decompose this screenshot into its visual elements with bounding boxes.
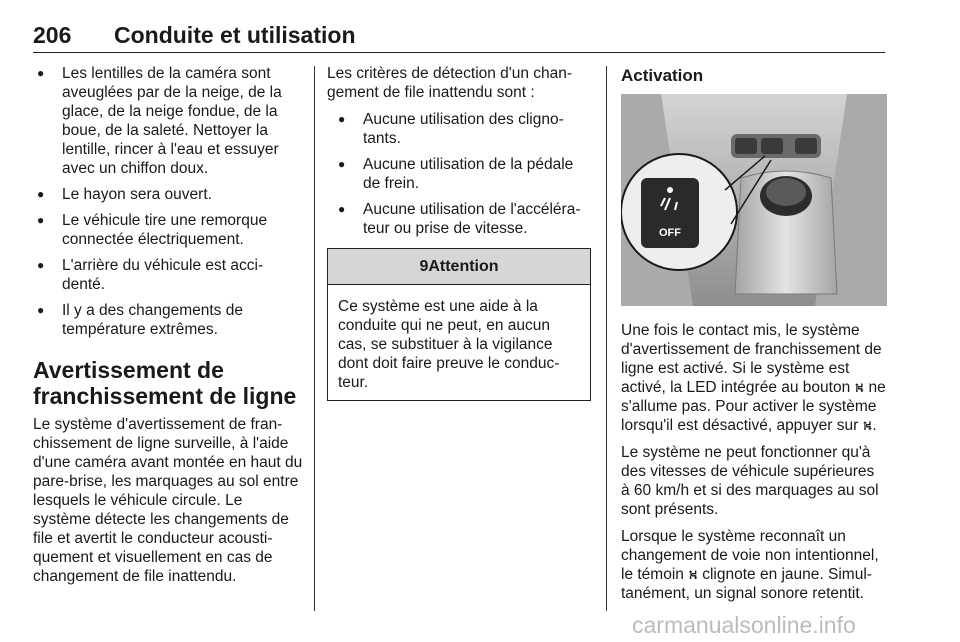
attention-body (328, 285, 590, 400)
condition-list (33, 64, 303, 339)
column-divider-1 (314, 66, 315, 611)
activation-paragraph-1: Une fois le contact mis, le système d'avertissement de franchissement de ligne est activé. Si le système est activé, la LED intégrée au bouton ⛕ ne s'allume pas. Pour activer le système lorsqu'il est désactivé, appuyer sur ⛕. (621, 322, 886, 434)
attention-header (328, 249, 590, 285)
activation-paragraph-2: Le système ne peut fonctionner qu'à des vitesses de véhicule supérieures à 60 km/h et si des marquages au sol sont présents. (621, 444, 879, 518)
criteria-intro: Les critères de détection d'un chan-gement de file inattendu sont : (327, 65, 573, 101)
lane-departure-icon: ⛕ (862, 418, 873, 433)
list-item: ● Il y a des changements de température extrêmes. (33, 301, 303, 339)
section-heading: Avertissement de franchissement de ligne (33, 357, 297, 409)
off-button-label: OFF (659, 227, 681, 239)
activation-paragraph-3: Lorsque le système reconnaît un changement de voie non intentionnel, le témoin ⛕ clignote en jaune. Simul-tanément, un signal sonore retentit. (621, 528, 879, 602)
activation-heading: Activation (621, 66, 704, 85)
attention-title: Attention (428, 258, 499, 275)
center-console-illustration (621, 94, 887, 306)
lane-departure-icon: ⛕ (854, 380, 865, 395)
list-item: ● L'arrière du véhicule est acci-denté. (33, 256, 303, 294)
page-title: Conduite et utilisation (114, 22, 356, 48)
attention-box (327, 248, 591, 401)
warning-icon: 9 (419, 258, 429, 275)
list-item: ● Les lentilles de la caméra sont aveuglées par de la neige, de la glace, de la neige fondue, de la boue, de la saleté. Nettoyer la lentille, rincer à l'eau et essuyer avec un chiffon doux. (33, 64, 303, 178)
attention-text: Ce système est une aide à la conduite qui ne peut, en aucun cas, se substituer à la vigilance dont doit faire preuve le conduc-teur. (338, 298, 560, 391)
column-right (621, 64, 887, 611)
column-middle (327, 64, 591, 401)
column-left (33, 64, 303, 594)
list-item: ● Aucune utilisation des cligno-tants. (334, 110, 591, 148)
column-divider-2 (606, 66, 607, 611)
section-paragraph: Le système d'avertissement de fran-chissement de ligne surveille, à l'aide d'une caméra avant montée en haut du pare-brise, les marquages au sol entre lesquels le véhicule circule. Le système détecte les changements de file et avertit le conducteur acousti-quement et visuellement en cas de changement de file inattendu. (33, 416, 303, 585)
center-console-photo (621, 94, 887, 306)
list-item: ● Le véhicule tire une remorque connectée électriquement. (33, 211, 303, 249)
list-item: ● Le hayon sera ouvert. (33, 185, 303, 204)
list-item: ● Aucune utilisation de l'accéléra-teur ou prise de vitesse. (334, 200, 591, 238)
page-header (33, 18, 885, 53)
watermark: carmanualsonline.info (632, 612, 856, 638)
list-item: ● Aucune utilisation de la pédale de frein. (334, 155, 591, 193)
criteria-list (327, 110, 591, 238)
page-number: 206 (33, 22, 72, 48)
lane-departure-warning-icon: ⛕ (688, 567, 698, 582)
